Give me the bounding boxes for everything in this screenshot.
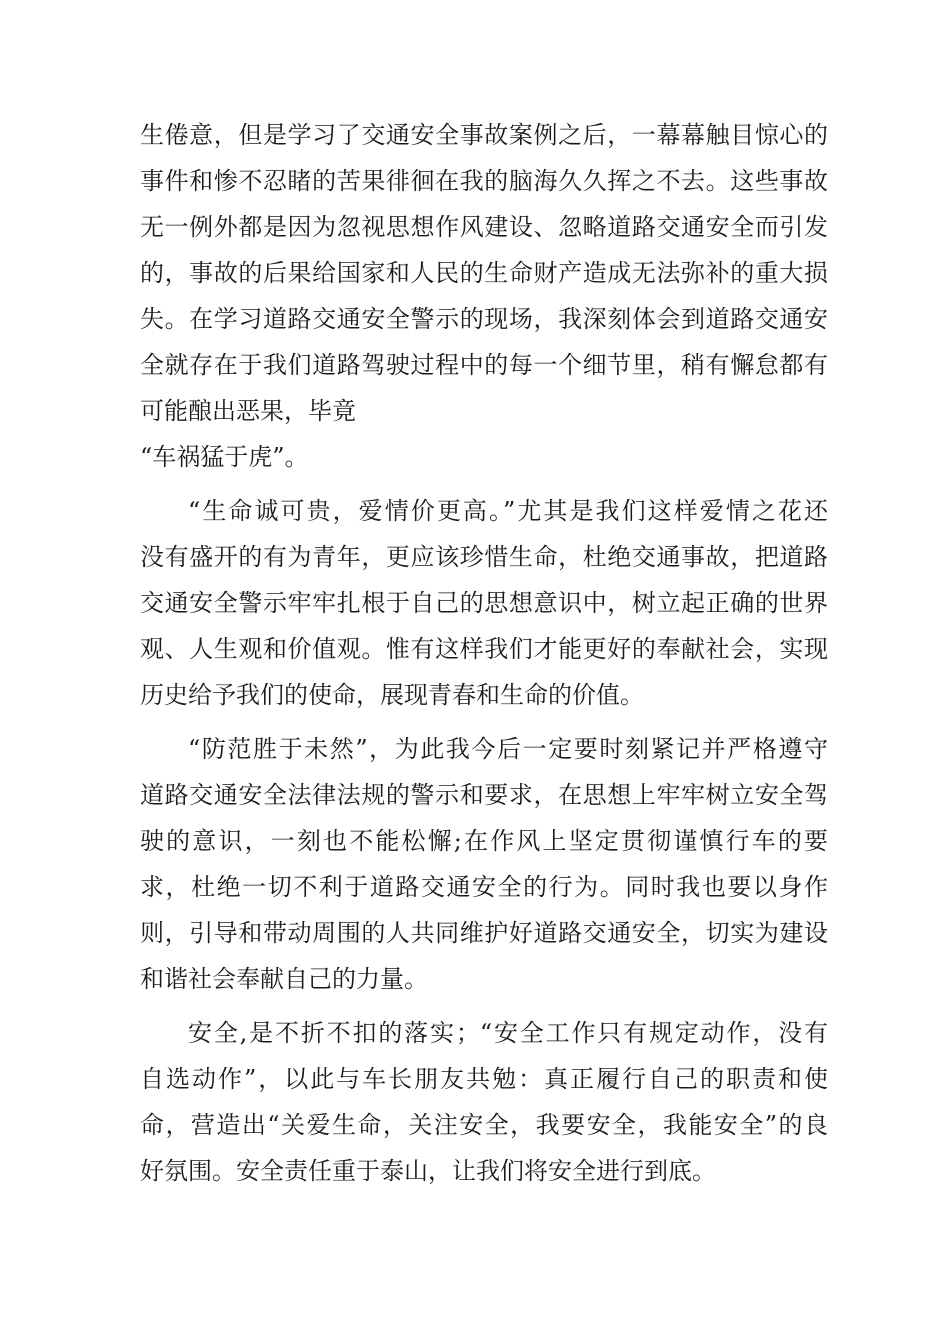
text-line: 失。在学习道路交通安全警示的现场，我深刻体会到道路交通安 [140, 305, 828, 333]
text-line: 交通安全警示牢牢扎根于自己的思想意识中，树立起正确的世界 [140, 589, 828, 617]
text-line: 求，杜绝一切不利于道路交通安全的行为。同时我也要以身作 [140, 873, 828, 901]
text-line: 生倦意，但是学习了交通安全事故案例之后，一幕幕触目惊心的 [140, 121, 828, 149]
text-line: “生命诚可贵，爱情价更高。”尤其是我们这样爱情之花还 [188, 497, 828, 525]
text-line: 事件和惨不忍睹的苦果徘徊在我的脑海久久挥之不去。这些事故 [140, 167, 828, 195]
text-line: 命，营造出“关爱生命，关注安全，我要安全，我能安全”的良 [140, 1111, 828, 1139]
text-line: 和谐社会奉献自己的力量。 [140, 965, 428, 993]
document-body [140, 112, 840, 1194]
text-line: 没有盛开的有为青年，更应该珍惜生命，杜绝交通事故，把道路 [140, 543, 828, 571]
text-line: 全就存在于我们道路驾驶过程中的每一个细节里，稍有懈怠都有 [140, 351, 828, 379]
text-line: 驶的意识，一刻也不能松懈;在作风上坚定贯彻谨慎行车的要 [140, 827, 828, 855]
text-line: 观、人生观和价值观。惟有这样我们才能更好的奉献社会，实现 [140, 635, 828, 663]
text-line: 则，引导和带动周围的人共同维护好道路交通安全，切实为建设 [140, 919, 828, 947]
text-line: 安全,是不折不扣的落实；“安全工作只有规定动作，没有 [188, 1019, 828, 1047]
text-line: 自选动作”，以此与车长朋友共勉：真正履行自己的职责和使 [140, 1065, 828, 1093]
paragraph-3 [140, 726, 840, 1002]
text-line: 无一例外都是因为忽视思想作风建设、忽略道路交通安全而引发 [140, 213, 828, 241]
paragraph-2 [140, 488, 840, 718]
text-line: “车祸猛于虎”。 [140, 443, 309, 471]
paragraph-1 [140, 112, 840, 480]
text-line: “防范胜于未然”，为此我今后一定要时刻紧记并严格遵守 [188, 735, 828, 763]
text-line: 好氛围。安全责任重于泰山，让我们将安全进行到底。 [140, 1157, 716, 1185]
text-line: 道路交通安全法律法规的警示和要求，在思想上牢牢树立安全驾 [140, 781, 828, 809]
text-line: 历史给予我们的使命，展现青春和生命的价值。 [140, 681, 644, 709]
text-line: 可能酿出恶果，毕竟 [140, 397, 356, 425]
text-line: 的，事故的后果给国家和人民的生命财产造成无法弥补的重大损 [140, 259, 828, 287]
paragraph-4 [140, 1010, 840, 1194]
